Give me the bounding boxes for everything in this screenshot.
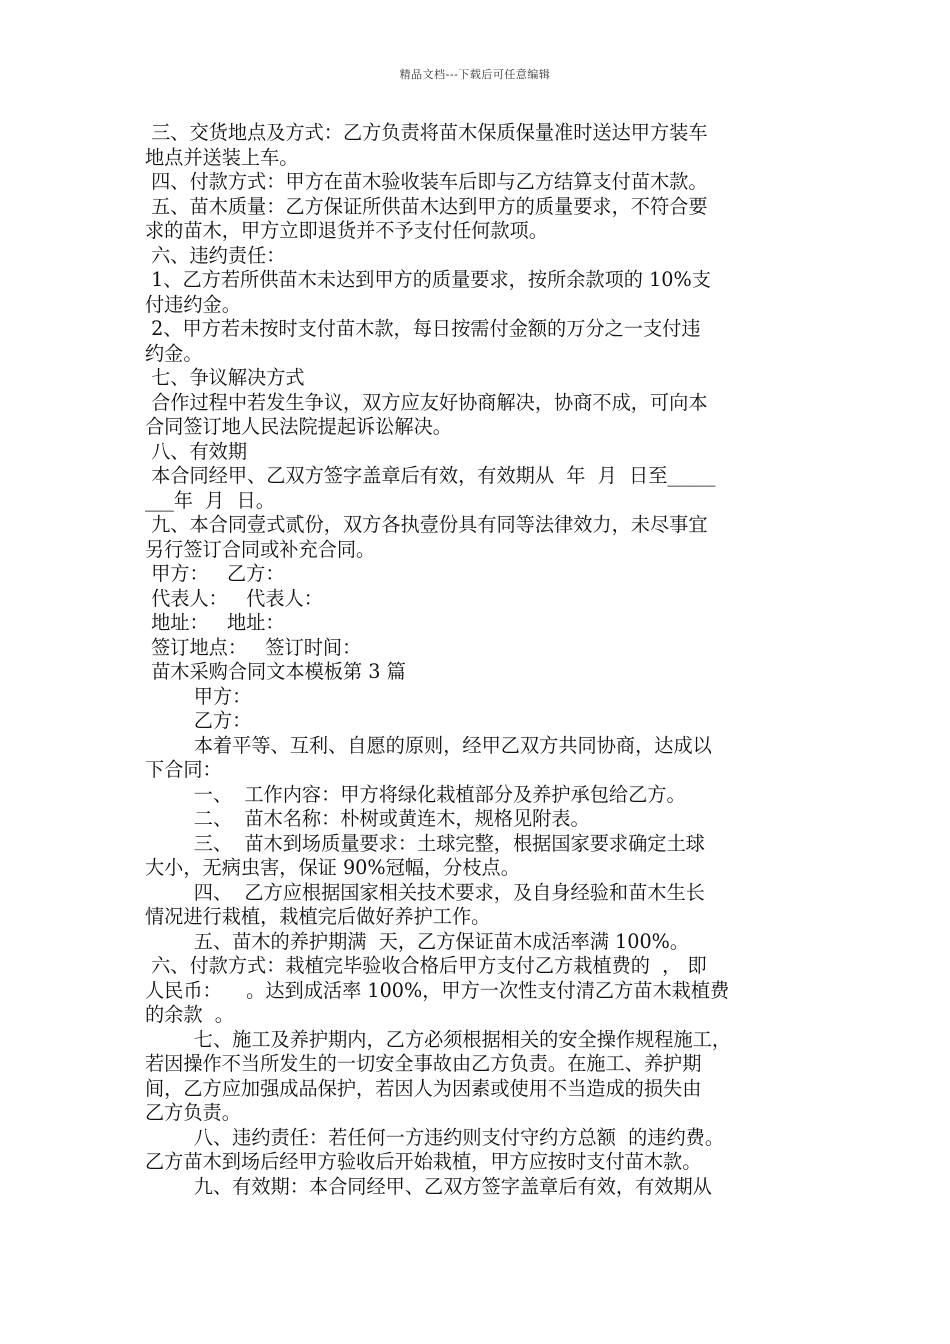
page-header: 精品文档---下载后可任意编辑 bbox=[399, 68, 551, 81]
text-line: 九、有效期：本合同经甲、乙双方签字盖章后有效，有效期从 bbox=[145, 1174, 712, 1198]
text-line: 地址： 地址： bbox=[145, 611, 285, 634]
text-line: 乙方负责。 bbox=[145, 1101, 241, 1124]
text-line: 四、 乙方应根据国家相关技术要求，及自身经验和苗木生长 bbox=[145, 880, 705, 904]
text-line: 乙方苗木到场后经甲方验收后开始栽植，甲方应按时支付苗木款。 bbox=[145, 1150, 702, 1173]
text-line: 代表人： 代表人： bbox=[145, 586, 323, 610]
text-line: 的余款 。 bbox=[145, 1003, 234, 1026]
text-line: 间，乙方应加强成品保护，若因人为因素或使用不当造成的损失由 bbox=[145, 1076, 702, 1100]
text-line: 甲方： bbox=[145, 684, 252, 708]
text-line: 本着平等、互利、自愿的原则，经甲乙双方共同协商，达成以 bbox=[145, 733, 712, 757]
text-line: 签订地点： 签订时间： bbox=[145, 635, 362, 659]
document-body bbox=[145, 121, 825, 1199]
text-line: 大小，无病虫害，保证 90%冠幅，分枝点。 bbox=[145, 856, 520, 879]
text-line: 一、 工作内容：甲方将绿化栽植部分及养护承包给乙方。 bbox=[145, 782, 686, 806]
text-line: 七、争议解决方式 bbox=[145, 366, 305, 389]
text-line: 苗木采购合同文本模板第 3 篇 bbox=[145, 660, 406, 683]
text-line: 人民币： 。达到成活率 100%，甲方一次性支付清乙方苗木栽植费 bbox=[145, 978, 730, 1002]
text-line: 2、甲方若未按时支付苗木款，每日按需付金额的万分之一支付违 bbox=[145, 317, 701, 340]
text-line: 若因操作不当所发生的一切安全事故由乙方负责。在施工、养护期 bbox=[145, 1052, 702, 1075]
text-line: 五、苗木质量：乙方保证所供苗木达到甲方的质量要求，不符合要 bbox=[145, 194, 708, 218]
text-line: 另行签订合同或补充合同。 bbox=[145, 537, 376, 561]
text-line: 五、苗木的养护期满 天，乙方保证苗木成活率满 100%。 bbox=[145, 929, 690, 953]
text-line: 下合同： bbox=[145, 758, 222, 781]
text-line: 六、违约责任： bbox=[145, 243, 286, 267]
text-line: 本合同经甲、乙双方签字盖章后有效，有效期从 年 月 日至_____ bbox=[145, 464, 716, 487]
text-line: 九、本合同壹式贰份，双方各执壹份具有同等法律效力，未尽事宜 bbox=[145, 513, 708, 536]
text-line: 二、 苗木名称：朴树或黄连木，规格见附表。 bbox=[145, 807, 590, 830]
text-line: 甲方： 乙方： bbox=[145, 562, 285, 585]
text-line: 七、施工及养护期内，乙方必须根据相关的安全操作规程施工， bbox=[145, 1027, 732, 1051]
text-line: 付违约金。 bbox=[145, 292, 241, 316]
text-line: 求的苗木，甲方立即退货并不予支付任何款项。 bbox=[145, 219, 548, 242]
text-line: 四、付款方式：甲方在苗木验收装车后即与乙方结算支付苗木款。 bbox=[145, 170, 708, 193]
text-line: 1、乙方若所供苗木未达到甲方的质量要求，按所余款项的 10%支 bbox=[145, 268, 711, 291]
text-line: 情况进行栽植，栽植完后做好养护工作。 bbox=[145, 905, 491, 928]
text-line: ___年 月 日。 bbox=[145, 488, 275, 512]
text-line: 八、违约责任：若任何一方违约则支付守约方总额 的违约费。 bbox=[145, 1125, 725, 1149]
text-line: 三、 苗木到场质量要求：土球完整，根据国家要求确定土球 bbox=[145, 831, 705, 855]
text-line: 地点并送装上车。 bbox=[145, 145, 299, 169]
text-line: 六、付款方式：栽植完毕验收合格后甲方支付乙方栽植费的 ， 即 bbox=[145, 954, 707, 977]
text-line: 合同签订地人民法院提起诉讼解决。 bbox=[145, 415, 452, 438]
text-line: 三、交货地点及方式：乙方负责将苗木保质保量准时送达甲方装车 bbox=[145, 121, 708, 144]
text-line: 合作过程中若发生争议，双方应友好协商解决，协商不成，可向本 bbox=[145, 390, 708, 414]
text-line: 乙方： bbox=[145, 709, 252, 732]
text-line: 八、有效期 bbox=[145, 439, 248, 463]
text-line: 约金。 bbox=[145, 341, 203, 365]
